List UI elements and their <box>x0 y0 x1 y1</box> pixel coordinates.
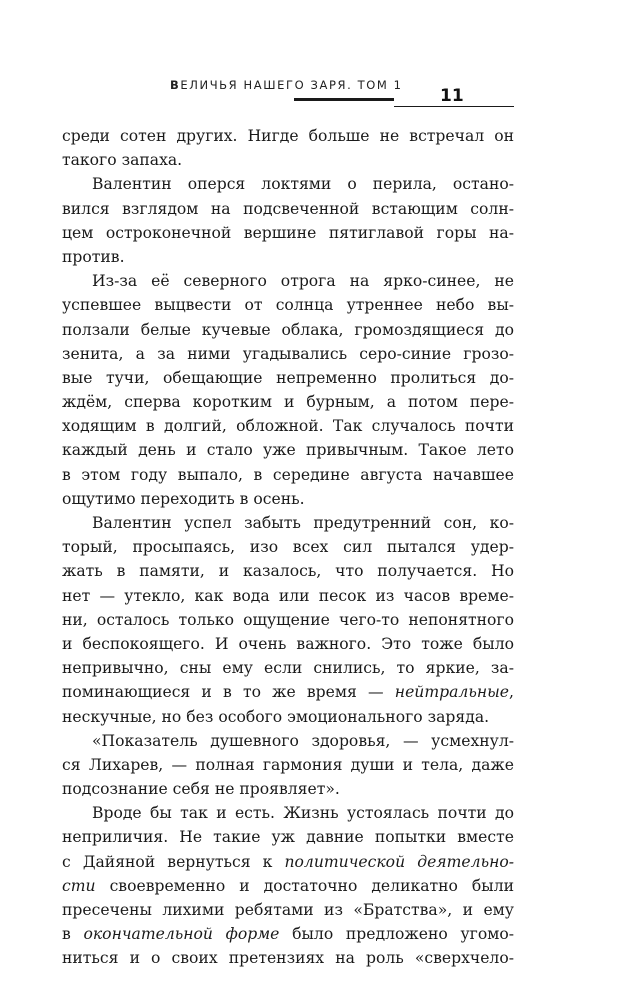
text-line: Валентин оперся локтями о перила, остано- <box>92 175 514 194</box>
text-line: и беспокоящего. И очень важного. Это тоже было <box>62 634 514 653</box>
text-line: подсознание себя не проявляет». <box>62 780 340 799</box>
text-line: пресечены лихими ребятами из «Братства», и ему <box>62 901 514 919</box>
text-line <box>62 680 514 704</box>
text-line-segment: с Дайяной вернуться к <box>62 852 285 871</box>
text-line <box>62 850 514 874</box>
text-line: торый, просыпаясь, изо всех сил пытался удер- <box>62 538 514 557</box>
text-line: в этом году выпало, в середине августа начавшее <box>62 465 514 484</box>
running-head <box>170 78 403 92</box>
text-line: ни, осталось только ощущение чего-то непонятного <box>62 610 514 629</box>
text-line: Вроде бы так и есть. Жизнь устоялась почти до <box>92 804 514 823</box>
text-line-segment: было предложено угомо- <box>279 925 514 944</box>
running-head-initial: В <box>170 78 181 92</box>
text-line-segment: поминающиеся и в то же время — <box>62 683 395 702</box>
text-line: против. <box>62 247 125 266</box>
text-line: Из-за её северного отрога на ярко-синее, не <box>92 272 514 291</box>
italic-phrase: окончательной форме <box>83 925 280 944</box>
italic-phrase: сти <box>62 876 96 895</box>
text-line: жать в памяти, и казалось, что получается. Но <box>62 562 514 581</box>
text-line <box>62 874 514 898</box>
text-line-segment: в <box>62 925 84 944</box>
text-line: нескучные, но без особого эмоционального заряда. <box>62 707 490 726</box>
text-line-segment: своевременно и достаточно деликатно были <box>95 876 514 895</box>
text-line: вился взглядом на подсвеченной встающим солн- <box>62 199 514 218</box>
running-head-title: ЕЛИЧЬЯ НАШЕГО ЗАРЯ. ТОМ 1 <box>180 78 403 92</box>
page-number: 11 <box>440 86 464 106</box>
text-line <box>62 922 514 946</box>
text-line: зенита, а за ними угадывались серо-синие грозо- <box>62 344 514 363</box>
text-line: ползали белые кучевые облака, громоздящиеся до <box>62 320 514 339</box>
text-line: неприличия. Не такие уж давние попытки вместе <box>62 828 514 847</box>
header-rule-thin <box>394 106 514 107</box>
text-line: непривычно, сны ему если снились, то яркие, за- <box>62 659 514 678</box>
text-line: ходящим в долгий, обложной. Так случалось почти <box>62 417 514 436</box>
header-rule-thick <box>294 98 394 101</box>
text-line: ждём, сперва коротким и бурным, а потом пере- <box>62 393 514 412</box>
text-line: успевшее выцвести от солнца утреннее небо вы- <box>62 296 514 315</box>
italic-phrase: нейтральные <box>394 683 510 702</box>
text-line: каждый день и стало уже привычным. Такое лето <box>62 441 514 460</box>
italic-phrase: политической деятельно- <box>284 852 514 871</box>
text-line: «Показатель душевного здоровья, — усмехнул- <box>92 731 514 750</box>
text-line: вые тучи, обещающие непременно пролиться до- <box>62 368 514 387</box>
text-line: среди сотен других. Нигде больше не встречал он <box>62 127 514 145</box>
text-line: нет — утекло, как вода или песок из часов време- <box>62 586 514 605</box>
text-line: Валентин успел забыть предутренний сон, ко- <box>92 514 514 532</box>
text-line: такого запаха. <box>62 151 183 170</box>
text-line: ощутимо переходить в осень. <box>62 489 305 508</box>
body-text <box>62 124 514 971</box>
text-line: ниться и о своих претензиях на роль «сверхчело- <box>62 949 514 968</box>
text-line: цем остроконечной вершине пятиглавой горы на- <box>62 223 514 242</box>
text-line-segment: , <box>509 683 514 702</box>
text-line: ся Лихарев, — полная гармония души и тела, даже <box>62 755 514 774</box>
